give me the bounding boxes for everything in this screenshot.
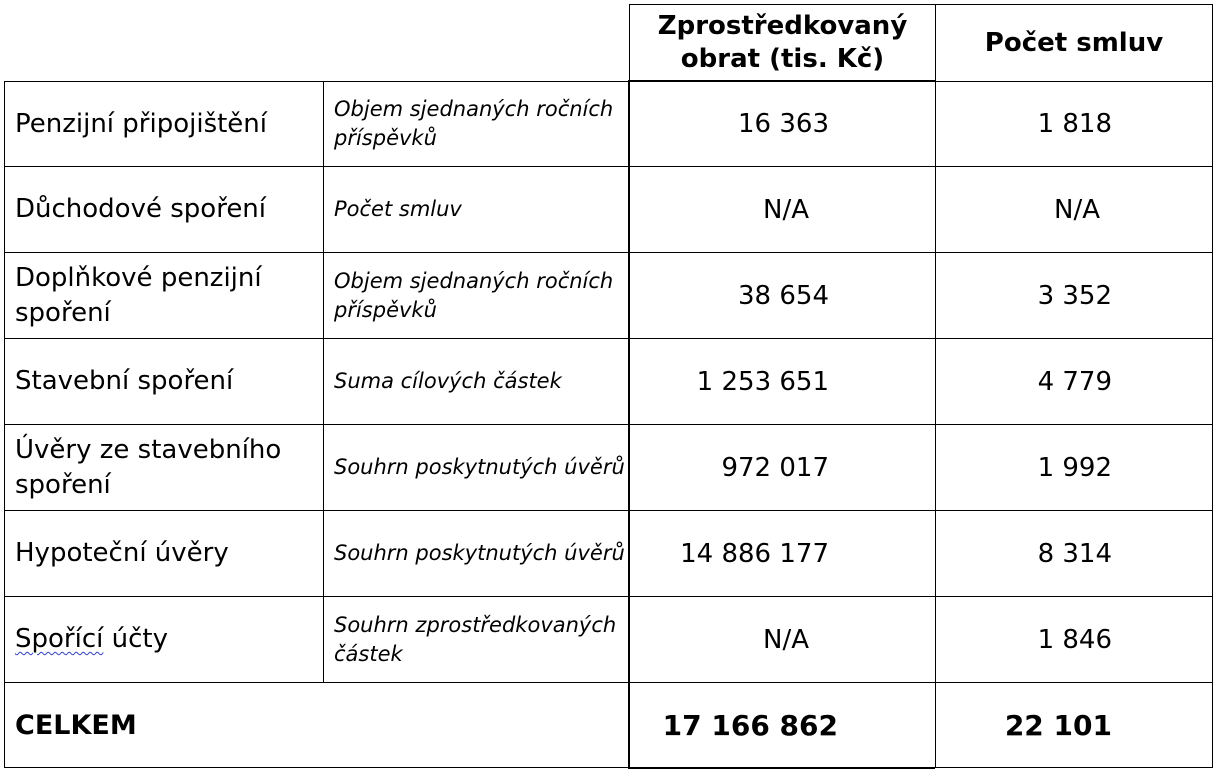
row-border-8	[4, 767, 1213, 768]
row-label: Hypoteční úvěry	[15, 538, 229, 568]
header-count-label: Počet smluv	[984, 27, 1164, 58]
spellcheck-word: Spořící	[15, 624, 104, 654]
row-count: 1 992	[1037, 452, 1112, 483]
row-desc: Souhrn poskytnutých úvěrů	[334, 455, 625, 479]
row-turnover: 1 253 651	[696, 366, 829, 397]
total-count: 22 101	[1004, 708, 1112, 742]
row-desc: Objem sjednaných ročních příspěvků	[334, 97, 614, 150]
numeric-block-bottom-border	[628, 767, 935, 769]
header-count	[936, 5, 1212, 81]
row-turnover: 972 017	[721, 452, 829, 483]
header-turnover	[630, 5, 935, 81]
row-turnover: 38 654	[738, 280, 829, 311]
row-desc: Objem sjednaných ročních příspěvků	[334, 268, 614, 322]
row-turnover: 16 363	[738, 109, 829, 139]
row-count: 1 846	[1037, 624, 1112, 655]
row-label: Úvěry ze stavebního spoření	[15, 434, 282, 500]
row-label: Spořící účty	[15, 624, 168, 654]
total-label: CELKEM	[15, 709, 137, 741]
row-count: 1 818	[1037, 109, 1112, 139]
row-count: 8 314	[1037, 538, 1112, 569]
row-turnover: N/A	[763, 624, 809, 655]
row-turnover: N/A	[763, 194, 809, 225]
row-desc: Souhrn poskytnutých úvěrů	[334, 541, 625, 565]
row-turnover: 14 886 177	[680, 538, 829, 569]
header-right-border	[1212, 4, 1213, 768]
row-label: Stavební spoření	[15, 366, 234, 396]
header-turnover-label: Zprostředkovaný obrat (tis. Kč)	[657, 11, 908, 74]
row-label: Penzijní připojištění	[15, 108, 268, 139]
total-turnover: 17 166 862	[662, 708, 838, 742]
row-desc: Suma cílových částek	[334, 369, 562, 393]
row-count: 4 779	[1037, 366, 1112, 397]
row-label: Doplňkové penzijní spoření	[15, 262, 262, 328]
row-label: Důchodové spoření	[15, 194, 267, 224]
row-desc: Souhrn zprostředkovaných částek	[334, 612, 617, 666]
row-count: 3 352	[1037, 280, 1112, 311]
row-count: N/A	[1054, 194, 1100, 225]
row-desc: Počet smluv	[334, 197, 462, 221]
